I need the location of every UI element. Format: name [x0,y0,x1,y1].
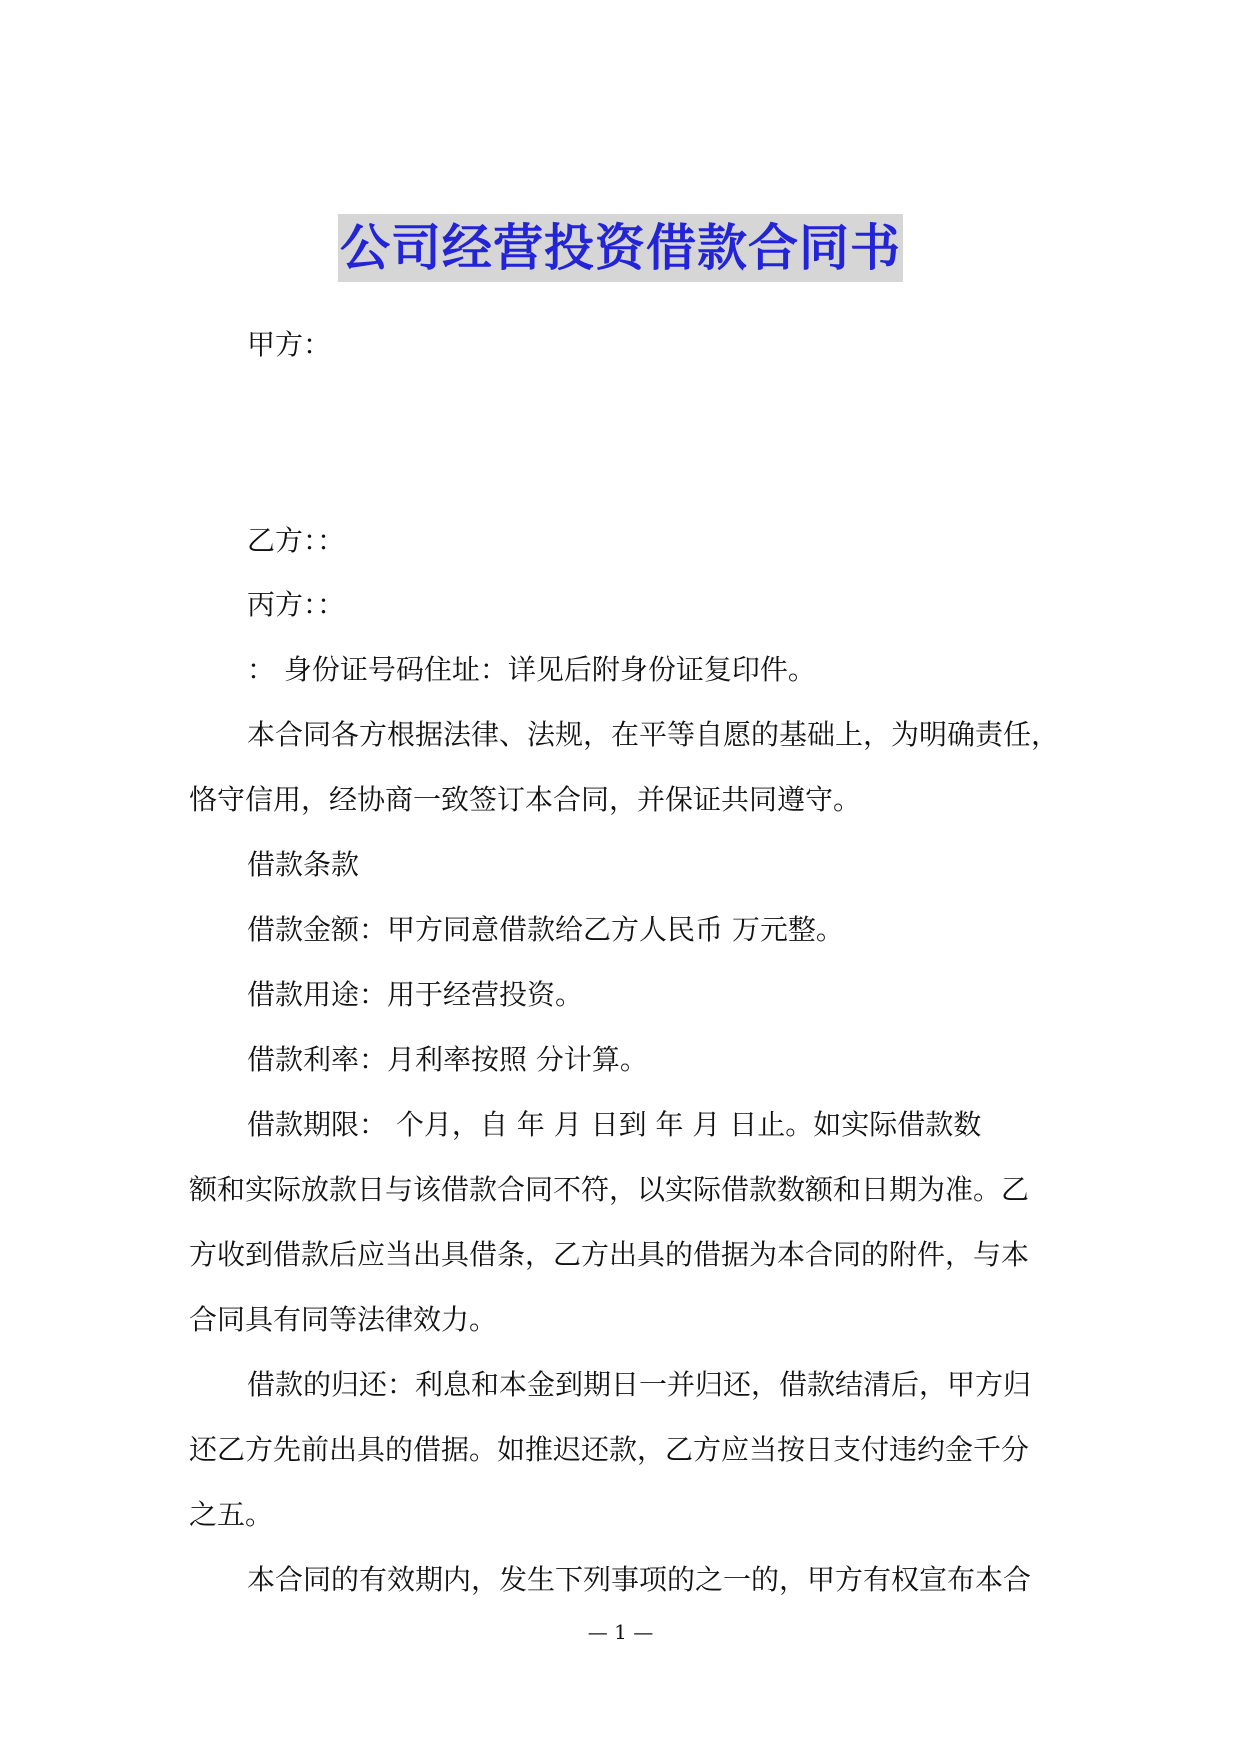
loan-purpose-line: 借款用途：用于经营投资。 [247,978,584,1011]
party-b-line: 乙方：： [247,524,346,557]
id-address-line: ： 身份证号码住址：详见后附身份证复印件。 [247,653,816,686]
intro-paragraph-line-2: 恪守信用，经协商一致签订本合同，并保证共同遵守。 [189,783,862,816]
loan-rate-line: 借款利率：月利率按照 分计算。 [247,1043,648,1076]
repayment-line-3: 之五。 [189,1498,274,1531]
party-a-line: 甲方： [247,328,332,361]
loan-term-line-2: 额和实际放款日与该借款合同不符，以实际借款数额和日期为准。乙 [189,1173,1030,1206]
repayment-line-1: 借款的归还：利息和本金到期日一并归还，借款结清后，甲方归 [247,1368,1032,1401]
loan-amount-line: 借款金额：甲方同意借款给乙方人民币 万元整。 [247,913,844,946]
validity-line-1: 本合同的有效期内，发生下列事项的之一的，甲方有权宣布本合 [247,1563,1032,1596]
title-container [0,214,1241,282]
loan-term-line-1: 借款期限： 个月，自 年 月 日到 年 月 日止。如实际借款数 [247,1108,982,1141]
intro-paragraph-line-1: 本合同各方根据法律、法规，在平等自愿的基础上，为明确责任， [247,718,1060,751]
page-number: — 1 — [587,1620,654,1644]
document-title: 公司经营投资借款合同书 [338,214,903,282]
loan-term-line-3: 方收到借款后应当出具借条，乙方出具的借据为本合同的附件，与本 [189,1238,1030,1271]
party-c-line: 丙方：： [247,588,346,621]
loan-term-line-4: 合同具有同等法律效力。 [189,1303,498,1336]
terms-heading: 借款条款 [247,848,360,881]
repayment-line-2: 还乙方先前出具的借据。如推迟还款，乙方应当按日支付违约金千分 [189,1433,1030,1466]
